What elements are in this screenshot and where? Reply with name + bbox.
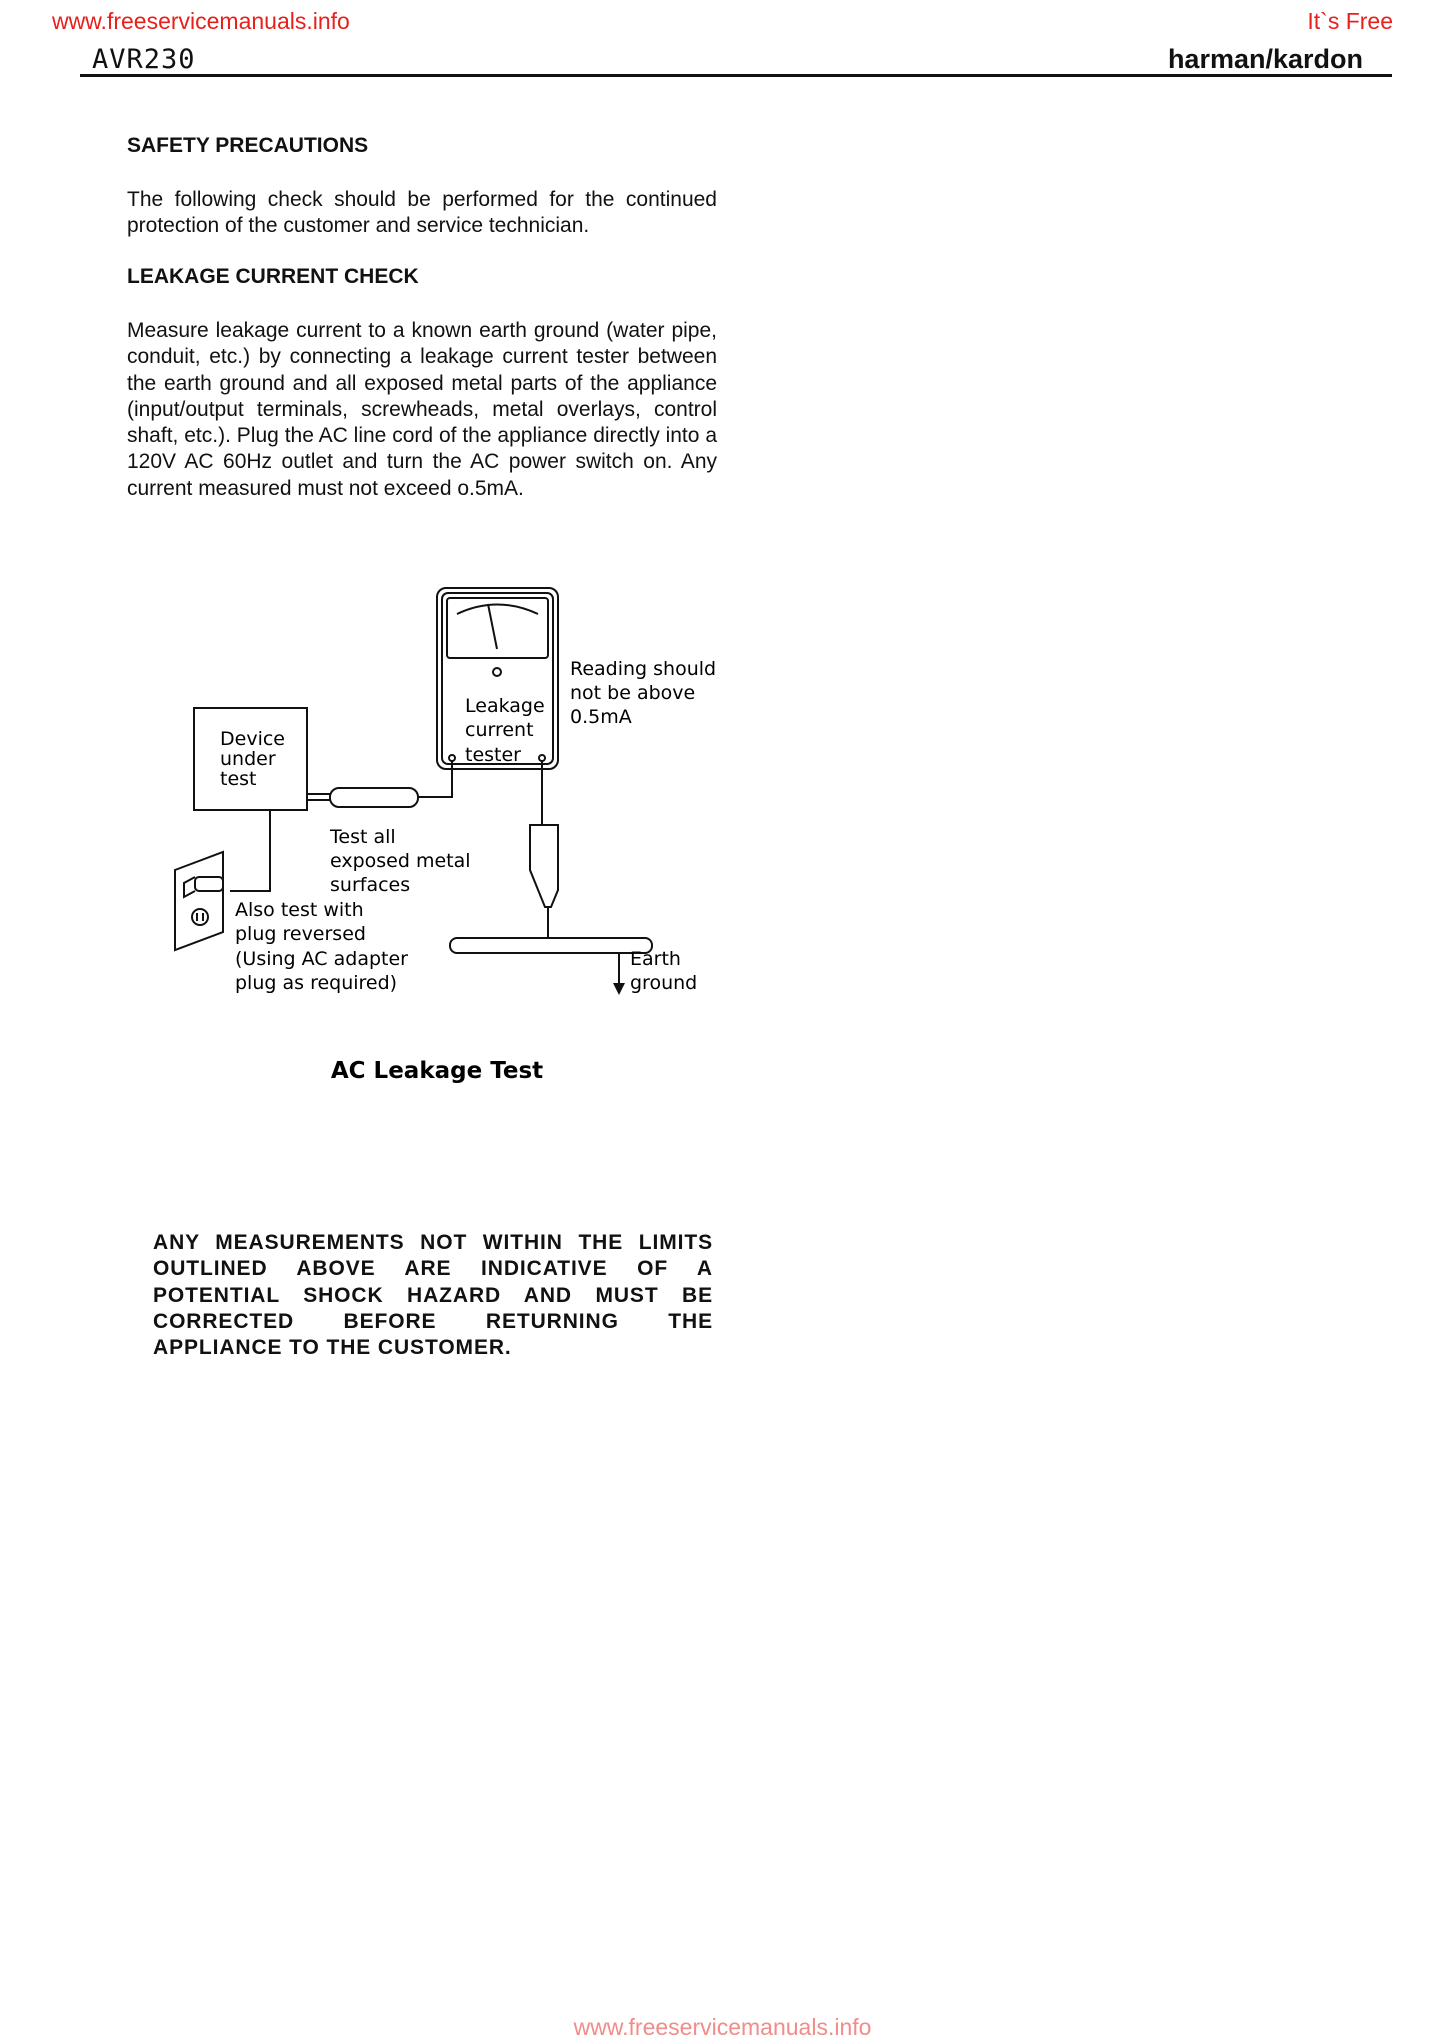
- meter-window: [447, 598, 548, 658]
- model-name: AVR230: [92, 44, 196, 75]
- plug: [195, 877, 223, 891]
- earth-ground-label: Earth ground: [630, 948, 698, 994]
- figure-caption: AC Leakage Test: [330, 1058, 544, 1084]
- diagram-svg: [160, 575, 740, 1095]
- meter-pivot: [493, 668, 501, 676]
- tester-terminal-right: [539, 755, 545, 761]
- safety-heading: SAFETY PRECAUTIONS: [127, 134, 369, 157]
- reverse-plug-label: Also test with plug reversed (Using AC adapter plug as required): [235, 899, 408, 994]
- watermark-site-link[interactable]: www.freeservicemanuals.info: [52, 8, 350, 34]
- test-probe: [330, 788, 418, 807]
- ground-clip: [530, 825, 558, 907]
- ground-pipe: [450, 938, 652, 953]
- watermark-free-label: It`s Free: [1307, 8, 1393, 34]
- tester-label: Leakage current tester: [465, 695, 545, 766]
- earth-arrow-head: [613, 983, 625, 995]
- ac-leakage-diagram: [160, 575, 740, 1095]
- brand-name: harman/kardon: [1167, 44, 1363, 74]
- device-label: Device under test: [220, 728, 285, 790]
- probe-lead: [418, 761, 452, 797]
- wall-outlet: [175, 852, 223, 950]
- tester-outer-frame: [437, 588, 558, 769]
- safety-paragraph: The following check should be performed for the continued protection of the customer and service technician.: [127, 188, 717, 238]
- footer-watermark-link[interactable]: www.freeservicemanuals.info: [573, 2014, 872, 2040]
- reading-label: Reading should not be above 0.5mA: [570, 658, 717, 728]
- outlet-socket: [192, 909, 208, 925]
- meter-needle: [488, 604, 497, 649]
- tester-terminal-left: [449, 755, 455, 761]
- header-rule: [80, 74, 1392, 77]
- power-cord: [230, 810, 270, 891]
- meter-scale-arc: [457, 605, 538, 615]
- test-surfaces-label: Test all exposed metal surfaces: [330, 826, 471, 896]
- leakage-paragraph: Measure leakage current to a known earth ground (water pipe, conduit, etc.) by connecting a leakage current tester between the earth ground and all exposed metal parts of the appliance (input/output terminals, screwheads, metal overlays, control shaft, etc.). Plug the AC line cord of the appliance directly into a 120V AC 60Hz outlet and turn the AC power switch on. Any current measured must not exceed o.5mA.: [127, 319, 717, 500]
- plug-side: [184, 877, 195, 897]
- warning-paragraph: ANY MEASUREMENTS NOT WITHIN THE LIMITS OUTLINED ABOVE ARE INDICATIVE OF A POTENTIAL SHOCK HAZARD AND MUST BE CORRECTED BEFORE RETURNING THE APPLIANCE TO THE CUSTOMER.: [153, 1231, 713, 1360]
- leakage-heading: LEAKAGE CURRENT CHECK: [127, 265, 419, 288]
